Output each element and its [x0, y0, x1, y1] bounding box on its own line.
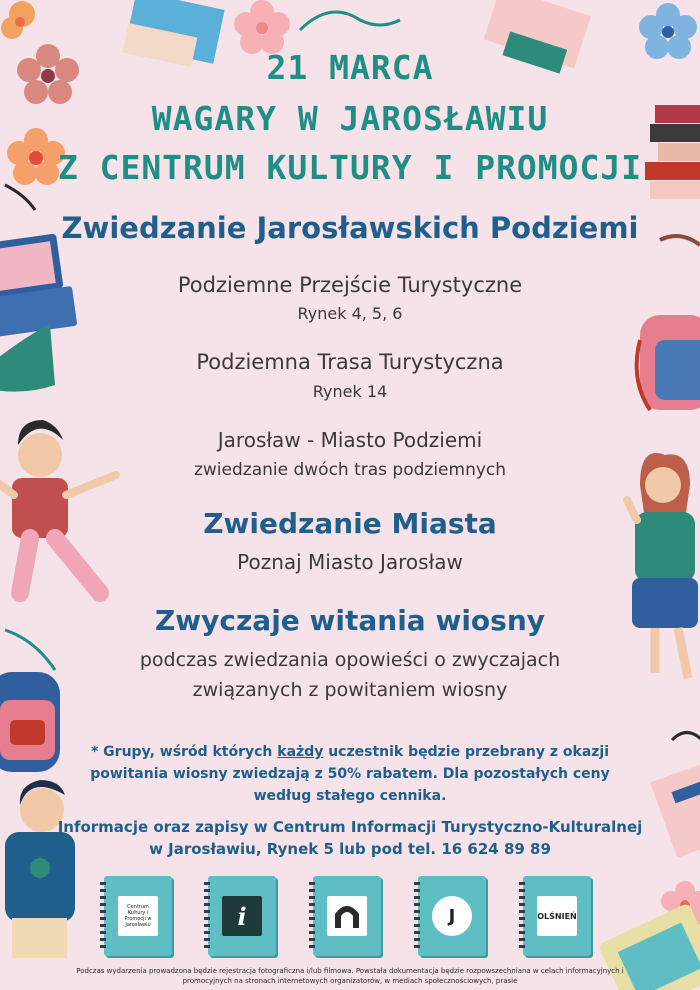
herb-logo [418, 876, 486, 956]
date-heading: 21 MARCA [266, 48, 434, 87]
info-icon: i [222, 896, 262, 936]
discount-note-line2: powitania wiosny zwiedzają z 50% rabatem. Dla pozostałych ceny [90, 766, 610, 782]
centrum-kultury-logo [104, 876, 172, 956]
olsnien-logo [523, 876, 591, 956]
section-miasto-title: Zwiedzanie Miasta [203, 507, 497, 540]
section-wiosna-title: Zwyczaje witania wiosny [154, 604, 546, 637]
footer-line2: promocyjnych na stronach internetowych organizatorów, w mediach społecznościowych, prasie [182, 977, 518, 985]
flower-icon [234, 0, 290, 54]
section-podziemia-title: Zwiedzanie Jarosławskich Podziemi [61, 211, 639, 245]
contact-info-line1: Informacje oraz zapisy w Centrum Informacji Turystyczno-Kulturalnej [57, 818, 643, 836]
olsnien-logo-text: OLŚNIEŃ [537, 896, 577, 936]
discount-note-line1: * Grupy, wśród których każdy uczestnik będzie przebrany z okazji [90, 744, 610, 760]
info-logo [208, 876, 276, 956]
podziemna-trasa-address: Rynek 14 [312, 382, 388, 401]
podziemne-przejscie-address: Rynek 4, 5, 6 [297, 304, 403, 323]
event-heading: WAGARY W JAROSŁAWIU [151, 99, 549, 138]
podziemne-przejscie-title: Podziemne Przejście Turystyczne [177, 273, 523, 297]
podziemia-logo [313, 876, 381, 956]
flower-icon [1, 1, 35, 39]
miasto-podziemi-description: zwiedzanie dwóch tras podziemnych [193, 460, 507, 480]
section-wiosna-line2: związanych z powitaniem wiosny [192, 679, 508, 701]
centrum-kultury-logo-text: Centrum Kultury i Promocji w Jarosławiu [118, 896, 158, 936]
footer-line1: Podczas wydarzenia prowadzona będzie rejestracja fotograficzna i/lub filmowa. Powstała dokumentacja będzie rozpowszechniana w celach informacyjnych i [76, 967, 624, 975]
podziemna-trasa-title: Podziemna Trasa Turystyczna [196, 350, 504, 374]
arch-icon [327, 896, 367, 936]
discount-note-line3: według stałego cennika. [253, 788, 447, 804]
section-miasto-subtitle: Poznaj Miasto Jarosław [237, 550, 463, 574]
contact-info-line2: w Jarosławiu, Rynek 5 lub pod tel. 16 624 89 89 [149, 840, 551, 858]
miasto-podziemi-title: Jarosław - Miasto Podziemi [217, 428, 483, 452]
organizer-heading: Z CENTRUM KULTURY I PROMOCJI [57, 148, 643, 187]
section-wiosna-line1: podczas zwiedzania opowieści o zwyczajach [139, 649, 561, 671]
crest-icon: J [432, 896, 472, 936]
